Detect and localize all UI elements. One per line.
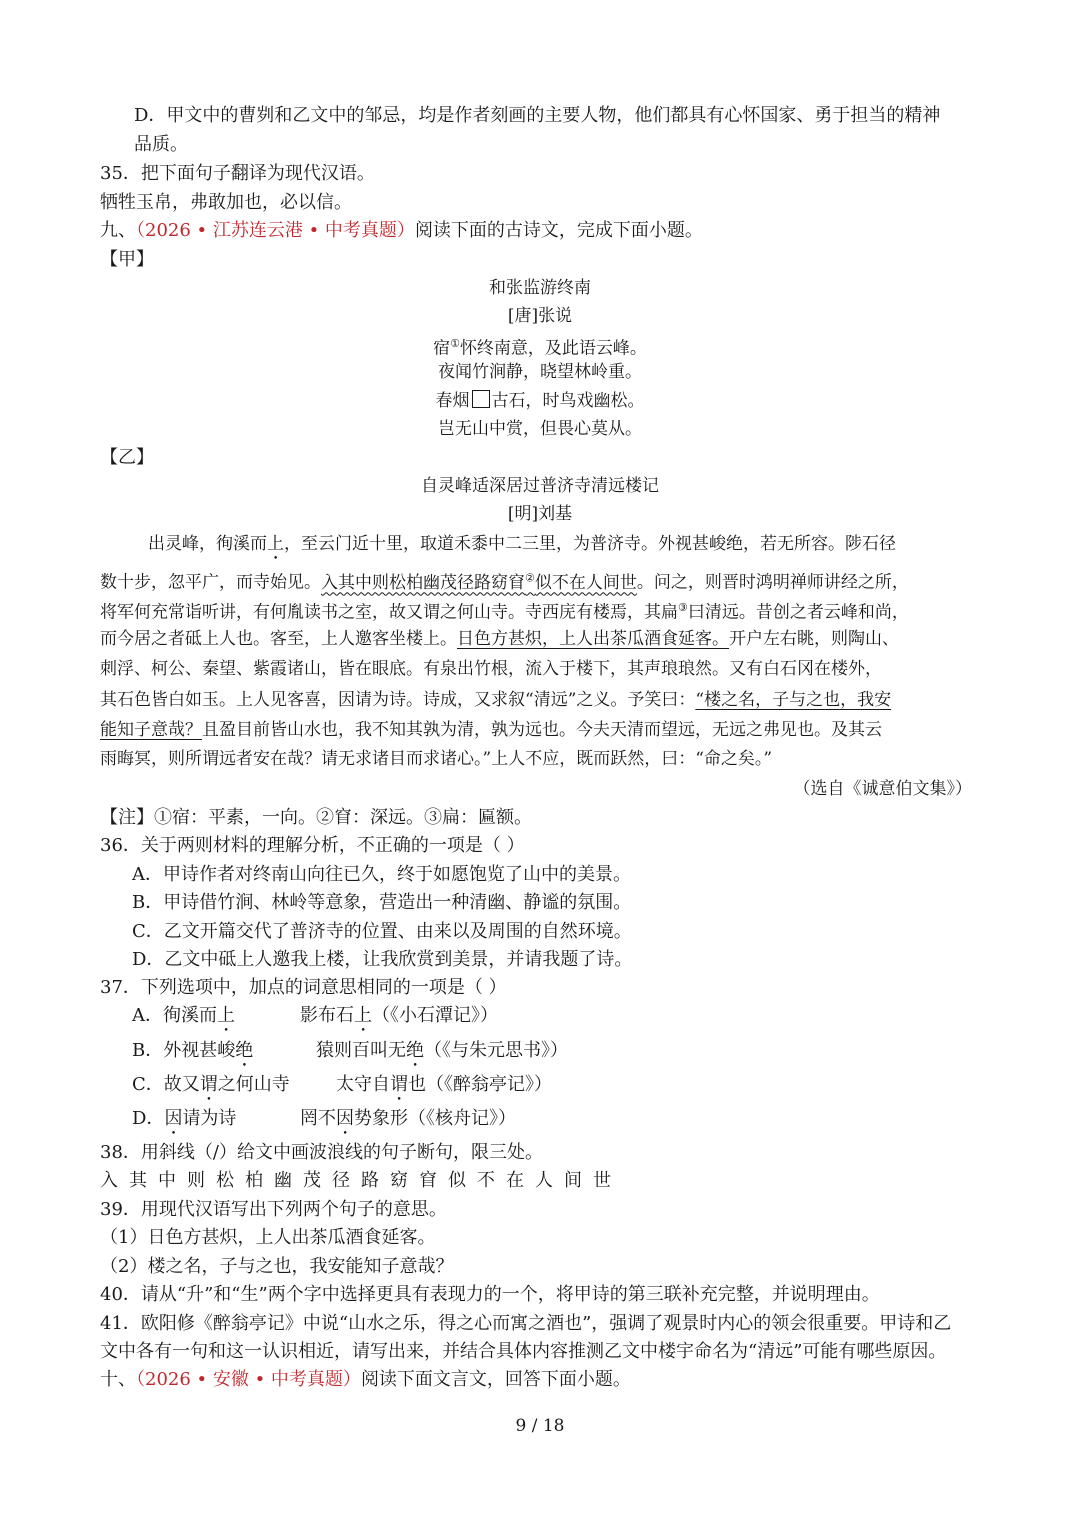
page-number: 9 / 18 (515, 1416, 565, 1436)
q35-prompt: 35．把下面句子翻译为现代汉语。 (100, 163, 375, 184)
q36-option-d: D．乙文中砥上人邀我上楼，让我欣赏到美景，并请我题了诗。 (132, 949, 633, 970)
poem-line-1: 宿①怀终南意，及此语云峰。 (433, 337, 647, 359)
q38-prompt: 38．用斜线（/）给文中画波浪线的句子断句，限三处。 (100, 1142, 543, 1163)
section-instruction: 阅读下面的古诗文，完成下面小题。 (414, 220, 703, 241)
section-9-heading (100, 217, 703, 245)
underlined-sentence-2: “楼之名，子与之也，我安 (695, 690, 892, 710)
q36-option-a: A．甲诗作者对终南山向往已久，终于如愿饱览了山中的美景。 (132, 864, 631, 885)
q36-option-b: B．甲诗借竹涧、林岭等意象，营造出一种清幽、静谧的氛围。 (132, 892, 632, 913)
q41-prompt: 41．欧阳修《醉翁亭记》中说“山水之乐，得之心而寓之酒也”，强调了观景时内心的领会很重要。甲诗和乙 (100, 1313, 952, 1334)
prose-title: 自灵峰适深居过普济寺清远楼记 (421, 476, 659, 496)
q39-sentence-2: （2）楼之名，子与之也，我安能知子意哉？ (100, 1256, 454, 1277)
notes: 【注】①宿：平素，一向。②窅：深远。③扁：匾额。 (100, 807, 532, 828)
prose-source: （选自《诚意伯文集》） (793, 779, 972, 799)
prose-line-1: 出灵峰，徇溪而上，至云门近十里，取道禾黍中二三里，为普济寺。外视甚峻绝，若无所容。陟石径 (148, 534, 896, 554)
wavy-sentence: 入其中则松柏幽茂径路窈窅②似不在人间世 (321, 571, 637, 593)
prose-line-7: 能知子意哉？且盈目前皆山水也，我不知其孰为清，孰为远也。今夫天清而望远，无远之弗见也。及其云 (100, 720, 882, 740)
q37-option-a-ref: 影布石上（《小石潭记》） (300, 1005, 498, 1026)
q37-option-a: A．徇溪而上 (132, 1005, 235, 1026)
section-instruction: 阅读下面文言文，回答下面小题。 (360, 1369, 631, 1390)
prose-line-8: 雨晦冥，则所谓远者安在哉？请无求诸目而求诸心。”上人不应，既而跃然，曰：“命之矣。” (100, 749, 773, 769)
jia-label: 【甲】 (100, 249, 154, 270)
q36-prompt: 36．关于两则材料的理解分析，不正确的一项是（ ） (100, 835, 525, 856)
prose-line-2: 数十步，忽平广，而寺始见。入其中则松柏幽茂径路窈窅②似不在人间世。问之，则晋时鸿明禅师讲经之所， (100, 571, 909, 593)
poem-author: [唐]张说 (507, 306, 573, 326)
section-source: （2026 • 江苏连云港 • 中考真题） (136, 220, 415, 241)
q36-option-c: C．乙文开篇交代了普济寺的位置、由来以及周围的自然环境。 (132, 921, 632, 942)
section-10-heading (100, 1366, 631, 1394)
q37-option-b: B．外视甚峻绝 (132, 1040, 254, 1061)
q35-sentence: 牺牲玉帛，弗敢加也，必以信。 (100, 192, 352, 213)
underlined-sentence-1: 日色方甚炽，上人出茶瓜酒食延客。 (457, 629, 729, 649)
q37-option-d: D．因请为诗 (132, 1108, 237, 1129)
q37-prompt: 37．下列选项中，加点的词意思相同的一项是（ ） (100, 977, 507, 998)
q34-option-d: D．甲文中的曹刿和乙文中的邹忌，均是作者刻画的主要人物，他们都具有心怀国家、勇于担当的精神 (134, 105, 941, 126)
q37-option-c: C．故又谓之何山寺 (132, 1074, 290, 1095)
section-source: （2026 • 安徽 • 中考真题） (136, 1369, 361, 1390)
poem-line-3: 春烟 古石，时鸟戏幽松。 (435, 391, 645, 411)
q40-prompt: 40．请从“升”和“生”两个字中选择更具有表现力的一个，将甲诗的第三联补充完整，并说明理由。 (100, 1284, 880, 1305)
prose-line-4: 而今居之者砥上人也。客至，上人邀客坐楼上。日色方甚炽，上人出茶瓜酒食延客。开户左右眺，则陶山、 (100, 629, 899, 649)
poem-line-4: 岂无山中赏，但畏心莫从。 (438, 419, 642, 439)
q37-option-c-ref: 太守自谓也（《醉翁亭记》） (336, 1074, 552, 1095)
footnote-marker: ① (450, 337, 460, 350)
yi-label: 【乙】 (100, 447, 154, 468)
q37-option-d-ref: 罔不因势象形（《核舟记》） (300, 1108, 516, 1129)
section-number: 十、 (100, 1369, 136, 1390)
prose-line-6: 其石色皆白如玉。上人见客喜，因请为诗。诗成，又求叙“清远”之义。予笑曰：“楼之名，子与之也，我安 (100, 690, 892, 710)
q38-sentence: 入其中则松柏幽茂径路窈窅似不在人间世 (100, 1170, 622, 1191)
blank-box (472, 390, 490, 408)
q34-option-d-cont: 品质。 (134, 134, 188, 155)
q39-sentence-1: （1）日色方甚炽，上人出茶瓜酒食延客。 (100, 1227, 436, 1248)
section-number: 九、 (100, 220, 136, 241)
poem-title: 和张监游终南 (489, 278, 591, 298)
q41-prompt-cont: 文中各有一句和这一认识相近，请写出来，并结合具体内容推测乙文中楼宇命名为“清远”可能有哪些原因。 (100, 1341, 947, 1362)
prose-line-5: 刺浮、柯公、秦望、紫霞诸山，皆在眼底。有泉出竹根，流入于楼下，其声琅琅然。又有白石冈在楼外， (100, 659, 882, 679)
prose-author: [明]刘基 (507, 504, 573, 524)
prose-line-3: 将军何充常诣听讲，有何胤读书之室，故又谓之何山寺。寺西庑有楼焉，其扁③曰清远。昔创之者云峰和尚， (100, 601, 909, 623)
q39-prompt: 39．用现代汉语写出下列两个句子的意思。 (100, 1199, 447, 1220)
q37-option-b-ref: 猿则百叫无绝（《与朱元思书》） (316, 1040, 568, 1061)
poem-line-2: 夜闻竹涧静，晓望林岭重。 (438, 362, 642, 382)
